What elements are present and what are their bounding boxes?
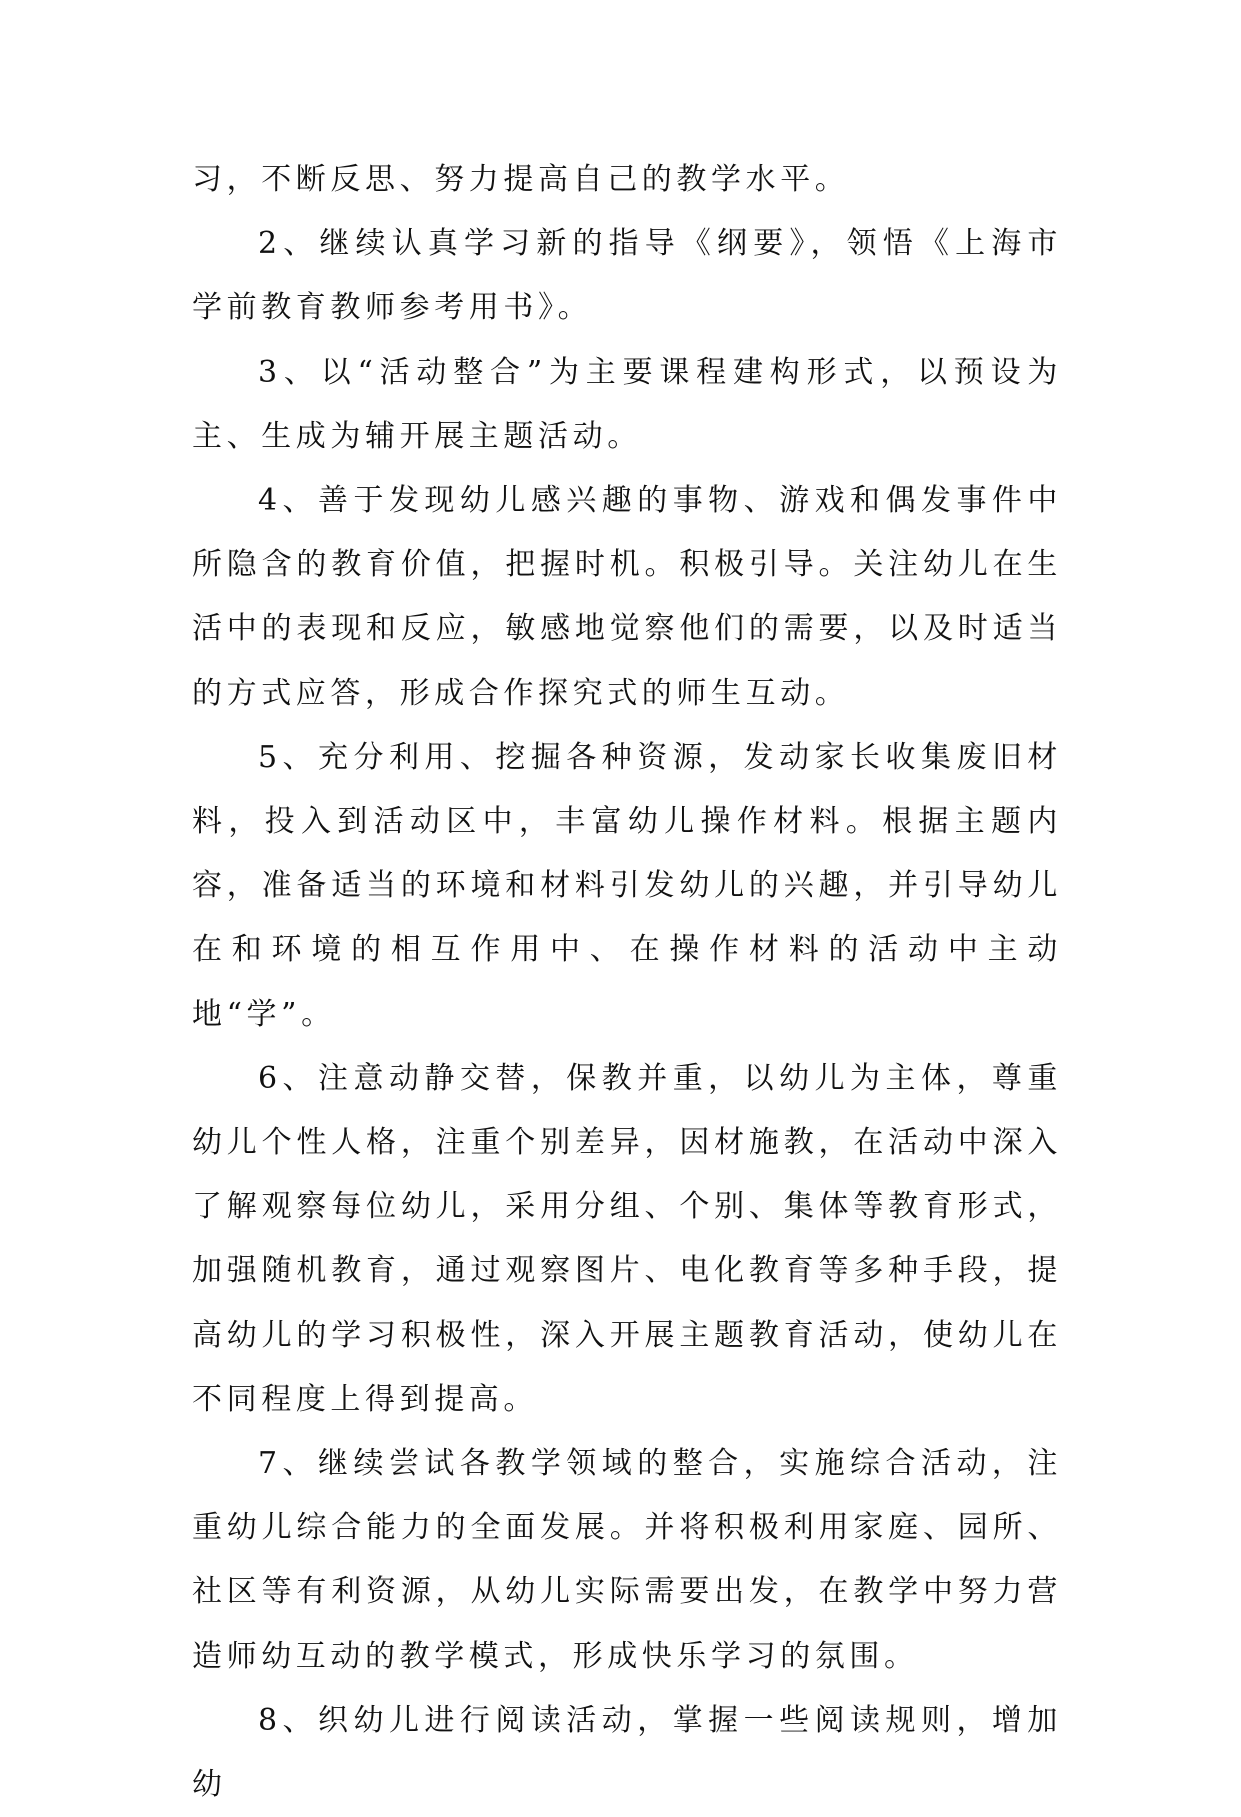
paragraph-item-3: 3、以“活动整合”为主要课程建构形式，以预设为主、生成为辅开展主题活动。 bbox=[192, 354, 1062, 454]
paragraph-item-7: 7、继续尝试各教学领域的整合，实施综合活动，注重幼儿综合能力的全面发展。并将积极利用家庭、园所、社区等有利资源，从幼儿实际需要出发，在教学中努力营造师幼互动的教学模式，形成快乐学习的氛围。 bbox=[192, 1446, 1062, 1674]
paragraph-item-2: 2、继续认真学习新的指导《纲要》，领悟《上海市学前教育教师参考用书》。 bbox=[192, 226, 1062, 326]
document-body bbox=[192, 148, 1062, 1817]
paragraph-item-8: 8、织幼儿进行阅读活动，掌握一些阅读规则，增加幼 bbox=[192, 1702, 1062, 1803]
paragraph-item-4: 4、善于发现幼儿感兴趣的事物、游戏和偶发事件中所隐含的教育价值，把握时机。积极引导。关注幼儿在生活中的表现和反应，敏感地觉察他们的需要，以及时适当的方式应答，形成合作探究式的师生互动。 bbox=[192, 483, 1062, 711]
paragraph-continuation: 习，不断反思、努力提高自己的教学水平。 bbox=[192, 162, 850, 197]
paragraph-item-5: 5、充分利用、挖掘各种资源，发动家长收集废旧材料，投入到活动区中，丰富幼儿操作材料。根据主题内容，准备适当的环境和材料引发幼儿的兴趣，并引导幼儿在和环境的相互作用中、在操作材料的活动中主动地“学”。 bbox=[192, 739, 1062, 1032]
paragraph-item-6: 6、注意动静交替，保教并重，以幼儿为主体，尊重幼儿个性人格，注重个别差异，因材施教，在活动中深入了解观察每位幼儿，采用分组、个别、集体等教育形式，加强随机教育，通过观察图片、电化教育等多种手段，提高幼儿的学习积极性，深入开展主题教育活动，使幼儿在不同程度上得到提高。 bbox=[192, 1060, 1062, 1417]
